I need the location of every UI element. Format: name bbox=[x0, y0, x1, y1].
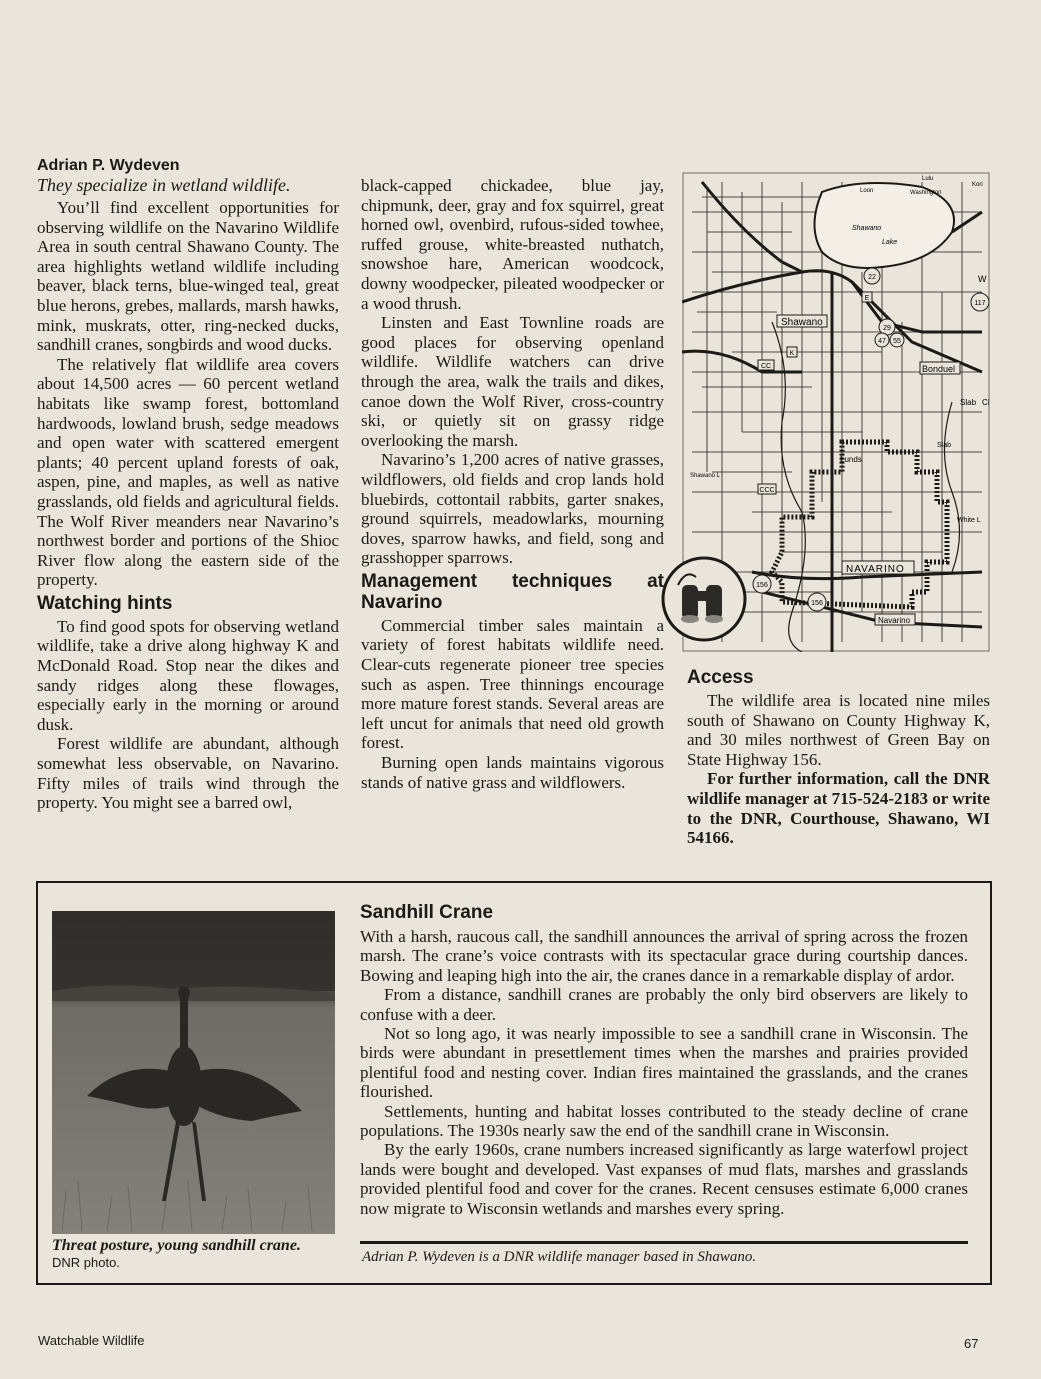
sandhill-crane-photo bbox=[52, 911, 335, 1234]
navarino-boundary bbox=[772, 442, 947, 607]
crane-paragraph: With a harsh, raucous call, the sandhill announces the arrival of spring across the frozen marsh. The crane’s voice contrasts with its spectacular grace during courtship dances. Bowing and leaping high into the air, the cranes dance in a remarkable display of ardor. bbox=[360, 927, 968, 985]
slab-river-label: Slab bbox=[937, 442, 952, 449]
route-22: 22 bbox=[868, 274, 876, 281]
byline: Adrian P. Wydeven bbox=[37, 157, 180, 174]
intro-paragraph: The relatively flat wildlife area covers about 14,500 acres — 60 percent wetland habitats like swamp forest, bottomland hardwoods, lowland brush, sedge meadows and open water with scattered emergent plants; 40 percent upland forests of oak, aspen, pine, and maples, as well as native grasslands, old fields and agricultural fields. The Wolf River meanders near Navarino’s northwest border and portions of the Shioc River flow along the eastern side of the property. bbox=[37, 354, 339, 590]
management-paragraph: Commercial timber sales maintain a variety of forest habitats wildlife need. Clear-cuts regenerate pioneer tree species such as aspen. Tree thinnings encourage more mature forest stands. Several areas are left uncut for animals that need old growth forest. bbox=[361, 615, 664, 753]
management-paragraph: Burning open lands maintains vigorous stands of native grass and wildflowers. bbox=[361, 753, 664, 792]
route-ccc: CCC bbox=[759, 487, 775, 494]
author-note: Adrian P. Wydeven is a DNR wildlife manager based in Shawano. bbox=[362, 1249, 757, 1265]
page-number: 67 bbox=[964, 1336, 979, 1351]
watching-paragraph: To find good spots for observing wetland wildlife, take a drive along highway K and McDonald Road. Stop near the dikes and sandy ridges along these flowages, especially early in the morning or around dusk. bbox=[37, 616, 339, 734]
sandhill-crane-heading: Sandhill Crane bbox=[360, 902, 494, 923]
route-47: 47 bbox=[878, 338, 886, 345]
sandhill-crane-text bbox=[360, 900, 968, 1218]
white-lake-label: White L bbox=[957, 517, 981, 524]
loon-label: Loon bbox=[860, 188, 874, 194]
caption-title: Threat posture, young sandhill crane. bbox=[52, 1237, 301, 1254]
route-k: K bbox=[789, 350, 795, 357]
route-55: 55 bbox=[893, 338, 901, 345]
route-cc: CC bbox=[760, 363, 772, 370]
lulu-label: Lulu bbox=[922, 176, 934, 182]
lake-label-2: Lake bbox=[882, 239, 898, 246]
binoculars-icon bbox=[660, 555, 748, 643]
watching-hints-heading: Watching hints bbox=[37, 592, 173, 614]
town-lunds: Lunds bbox=[840, 455, 862, 464]
lake-label-1: Shawano bbox=[852, 225, 882, 232]
shawano-l-label: Shawano L bbox=[690, 473, 721, 479]
photo-credit: DNR photo. bbox=[52, 1255, 120, 1270]
area-navarino: NAVARINO bbox=[846, 564, 905, 575]
contact-paragraph: For further information, call the DNR wildlife manager at 715-524-2183 or write to the DNR, Courthouse, Shawano, WI 54166. bbox=[687, 769, 990, 848]
access-paragraph: The wildlife area is located nine miles south of Shawano on County Highway K, and 30 miles northwest of Green Bay on State Highway 156. bbox=[687, 691, 990, 769]
town-shawano: Shawano bbox=[781, 317, 823, 328]
crane-paragraph: By the early 1960s, crane numbers increased significantly as large waterfowl project lands were bought and developed. Vast expanses of mud flats, marshes and grasslands provided plentiful food and cover for the cranes. Recent censuses estimate 6,000 cranes now migrate to Wisconsin wetlands and marshes every spring. bbox=[360, 1140, 968, 1218]
washington-label: Washington bbox=[910, 190, 942, 196]
w-label: W bbox=[978, 274, 987, 284]
route-156-second: 156 bbox=[811, 600, 823, 607]
route-156: 156 bbox=[756, 582, 768, 589]
tagline: They specialize in wetland wildlife. bbox=[37, 175, 291, 195]
town-navarino: Navarino bbox=[878, 616, 911, 625]
openland-paragraph: Linsten and East Townline roads are good places for observing openland wildlife. Wildlife watchers can drive through the area, walk the trails and dikes, canoe down the Wolf River, cross-country ski, or quietly sit on grassy ridge overlooking the marsh. bbox=[361, 313, 664, 450]
management-heading: Management techniques at Navarino bbox=[361, 570, 664, 613]
route-117: 117 bbox=[974, 300, 986, 307]
sidebar-rule bbox=[360, 1241, 968, 1244]
town-cicero: Ci bbox=[982, 398, 990, 407]
route-29: 29 bbox=[883, 325, 891, 332]
article-column-2 bbox=[361, 176, 664, 792]
grasslands-paragraph: Navarino’s 1,200 acres of native grasses, wildflowers, old fields and crop lands hold bluebirds, cottontail rabbits, garter snakes, ground squirrels, meadowlarks, mourning doves, sparrow hawks, and field, song and grasshopper sparrows. bbox=[361, 450, 664, 568]
crane-paragraph: From a distance, sandhill cranes are probably the only bird observers are likely to confuse with a deer. bbox=[360, 985, 968, 1024]
watching-paragraph: Forest wildlife are abundant, although somewhat less observable, on Navarino. Fifty miles of trails wind through the property. You might see a barred owl, bbox=[37, 734, 339, 813]
kor-label: Kori bbox=[972, 182, 983, 188]
route-e: E bbox=[864, 295, 870, 302]
article-column-1 bbox=[37, 156, 339, 813]
species-paragraph: black-capped chickadee, blue jay, chipmunk, deer, gray and fox squirrel, great horned owl, ovenbird, rufous-sided towhee, ruffed grouse, white-breasted nuthatch, snowshoe hare, American woodcock, downy woodpecker, pileated woodpecker or a wood thrush. bbox=[361, 176, 664, 313]
photo-caption bbox=[52, 1237, 342, 1271]
crane-paragraph: Not so long ago, it was nearly impossible to see a sandhill crane in Wisconsin. The birds were abundant in presettlement times when the marshes and prairies provided plentiful food and nesting cover. Indian fires maintained the grasslands, and the cranes flourished. bbox=[360, 1024, 968, 1102]
intro-paragraph: You’ll find excellent opportunities for observing wildlife on the Navarino Wildlife Area in south central Shawano County. The area highlights wetland wildlife including beaver, black terns, blue-winged teal, great blue herons, grebes, mallards, marsh hawks, mink, muskrats, otter, ring-necked ducks, sandhill cranes, songbirds and wood ducks. bbox=[37, 198, 339, 355]
access-heading: Access bbox=[687, 667, 754, 688]
crane-paragraph: Settlements, hunting and habitat losses contributed to the steady decline of crane populations. The 1930s nearly saw the end of the sandhill crane in Wisconsin. bbox=[360, 1101, 968, 1141]
town-slab: Slab bbox=[960, 398, 977, 407]
article-column-3 bbox=[687, 664, 990, 848]
town-bonduel: Bonduel bbox=[922, 364, 956, 374]
footer-section: Watchable Wildlife bbox=[38, 1333, 145, 1348]
